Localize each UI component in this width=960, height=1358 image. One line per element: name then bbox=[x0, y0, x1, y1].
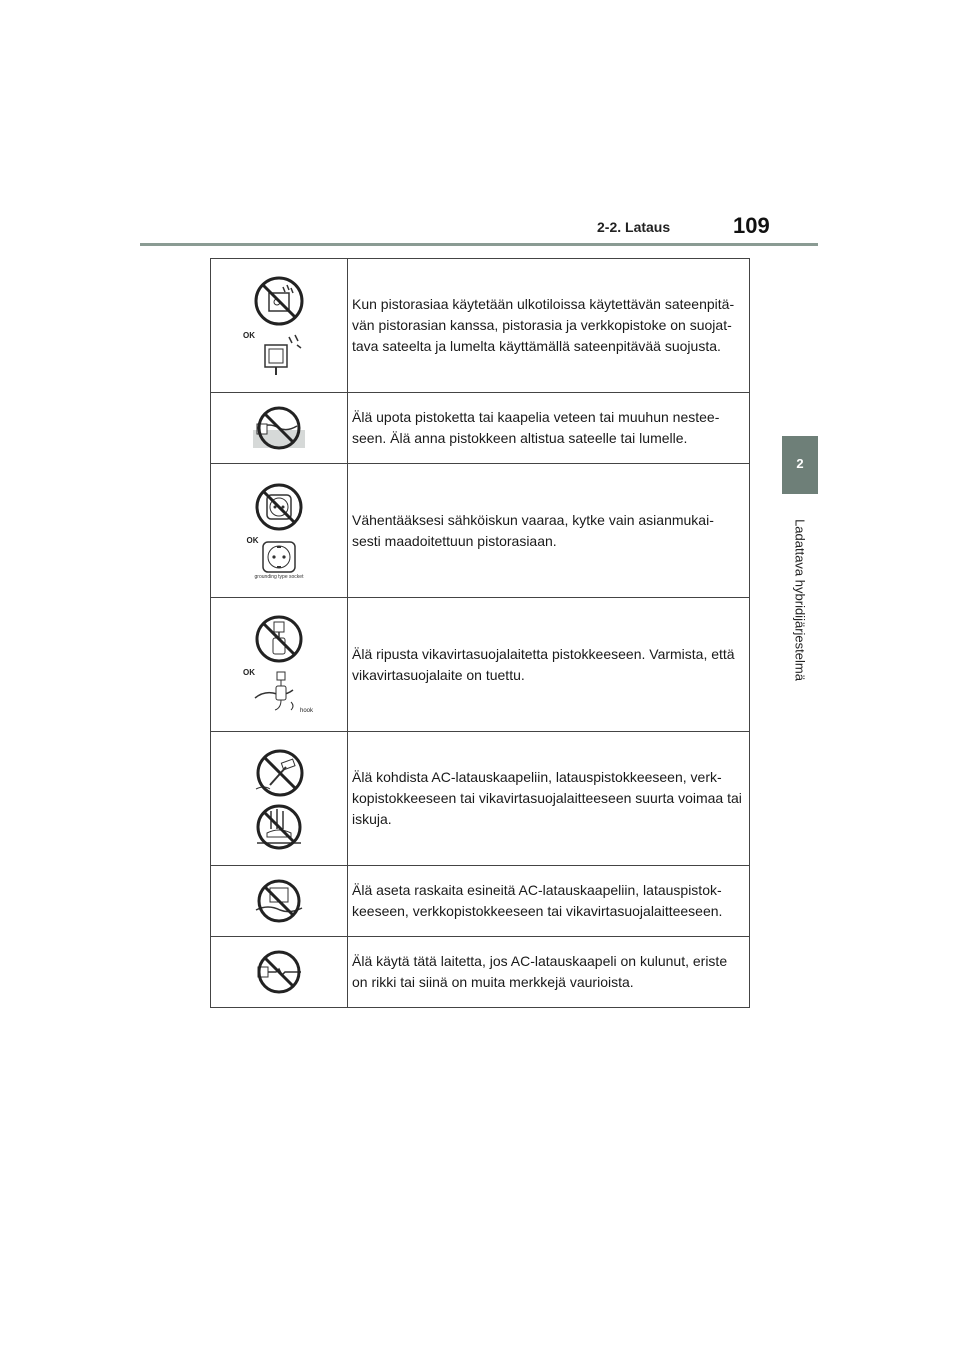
no-ungrounded-socket-icon bbox=[254, 482, 304, 532]
no-stomp-force-icon bbox=[253, 803, 305, 851]
header-rule bbox=[140, 243, 818, 246]
ok-label: OK bbox=[246, 535, 259, 545]
no-hammer-impact-icon bbox=[252, 747, 306, 799]
no-plug-in-water-icon bbox=[251, 406, 307, 450]
warning-text: Vähentääksesi sähköiskun vaaraa, kytke vain asianmukai- sesti maadoitettuun pistorasiaan. bbox=[348, 464, 750, 598]
table-row bbox=[211, 732, 750, 866]
table-row bbox=[211, 393, 750, 464]
section-title: 2-2. Lataus bbox=[597, 219, 671, 235]
grounding-socket-ok-icon bbox=[255, 536, 303, 576]
table-row bbox=[211, 259, 750, 393]
icon-cell bbox=[211, 393, 348, 464]
hook-caption: hook bbox=[299, 707, 313, 714]
ok-label: OK bbox=[243, 667, 255, 677]
no-uncovered-outdoor-socket-icon bbox=[253, 275, 305, 327]
ok-block bbox=[246, 535, 304, 580]
no-heavy-objects-icon bbox=[250, 878, 308, 924]
chapter-tab bbox=[782, 436, 818, 494]
chapter-title: Ladattava hybridijärjestelmä bbox=[792, 519, 808, 681]
ok-block bbox=[243, 667, 313, 716]
icon-cell bbox=[211, 464, 348, 598]
grounding-caption: grounding type socket bbox=[254, 573, 304, 580]
table-row bbox=[211, 464, 750, 598]
ok-label: OK bbox=[243, 330, 255, 340]
ok-block bbox=[243, 330, 307, 377]
warning-text: Älä aseta raskaita esineitä AC-latauskaapeliin, latauspistok- keeseen, verkkopistokkeeseen tai vikavirtasuojalaitteeseen. bbox=[348, 866, 750, 937]
covered-outdoor-socket-ok-icon bbox=[251, 331, 307, 377]
page-number: 109 bbox=[733, 213, 770, 238]
warning-text: Älä ripusta vikavirtasuojalaitetta pistokkeeseen. Varmista, että vikavirtasuojalaite on tuettu. bbox=[348, 598, 750, 732]
no-hanging-cid-icon bbox=[254, 614, 304, 664]
icon-cell bbox=[211, 259, 348, 393]
chapter-number: 2 bbox=[796, 456, 804, 471]
table-row bbox=[211, 866, 750, 937]
chapter-title-wrap bbox=[782, 500, 818, 700]
table-row bbox=[211, 598, 750, 732]
icon-cell bbox=[211, 866, 348, 937]
icon-cell bbox=[211, 937, 348, 1008]
warning-text: Älä upota pistoketta tai kaapelia veteen tai muuhun nestee- seen. Älä anna pistokkeen altistua sateelle tai lumelle. bbox=[348, 393, 750, 464]
hook-supported-cid-ok-icon bbox=[251, 668, 307, 716]
icon-cell bbox=[211, 598, 348, 732]
warnings-table bbox=[210, 258, 750, 1008]
table-row bbox=[211, 937, 750, 1008]
warning-text: Älä käytä tätä laitetta, jos AC-latauskaapeli on kulunut, eriste on rikki tai siinä on muita merkkejä vaurioista. bbox=[348, 937, 750, 1008]
warning-text: Kun pistorasiaa käytetään ulkotiloissa käytettävän sateenpitä- vän pistorasian kanssa, pistorasia ja verkkopistoke on suojat- tava sateelta ja lumelta käyttämällä sateenpitävää suojusta. bbox=[348, 259, 750, 393]
warning-text: Älä kohdista AC-latauskaapeliin, latauspistokkeeseen, verk- kopistokkeeseen tai vikavirtasuojalaitteeseen suurta voimaa tai iskuja. bbox=[348, 732, 750, 866]
no-damaged-cable-icon bbox=[250, 949, 308, 995]
icon-cell bbox=[211, 732, 348, 866]
